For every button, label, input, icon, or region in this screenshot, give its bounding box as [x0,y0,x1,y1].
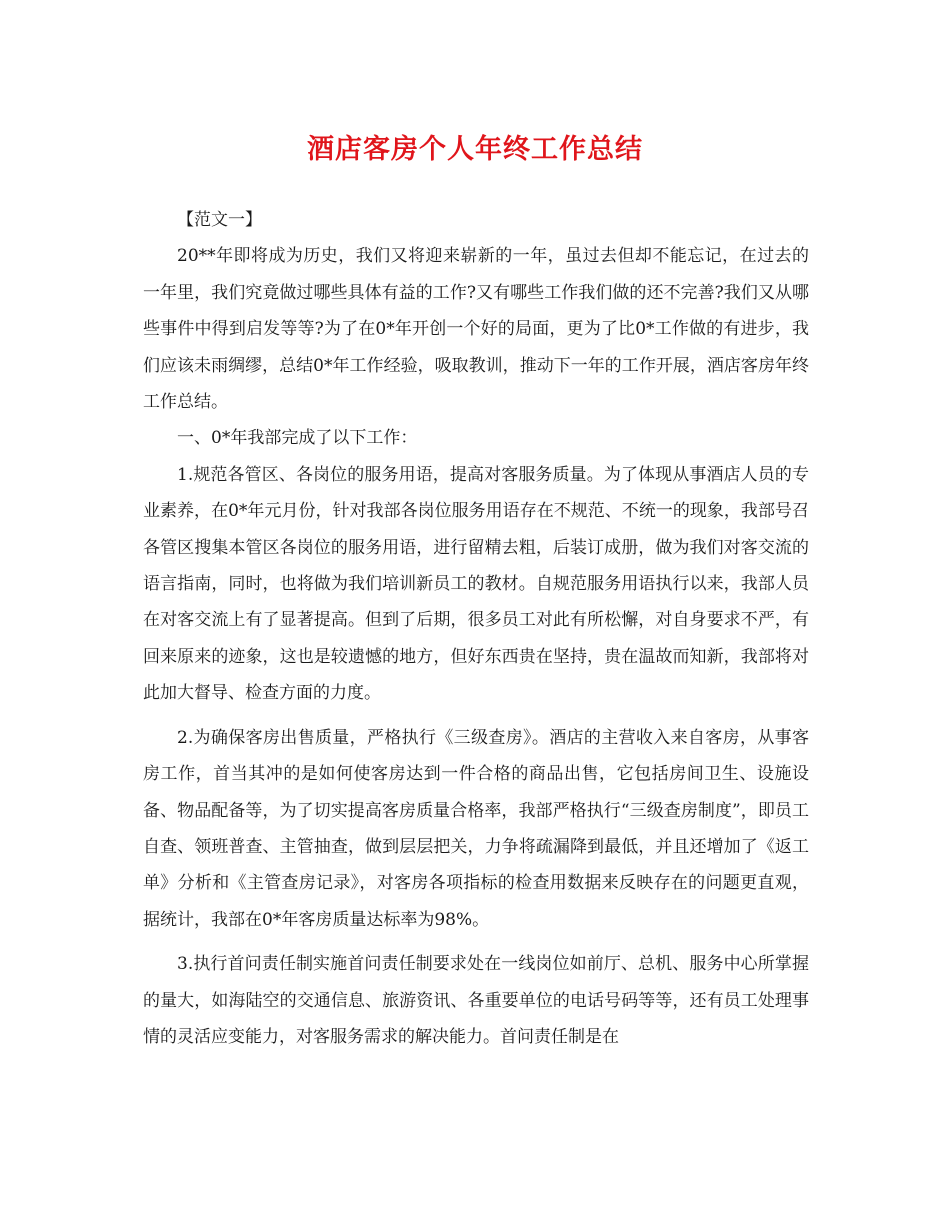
document-title: 酒店客房个人年终工作总结 [307,134,643,165]
paragraph-item-3: 3.执行首问责任制实施首问责任制要求处在一线岗位如前厅、总机、服务中心所掌握的量大，如海陆空的交通信息、旅游资讯、各重要单位的电话号码等等，还有员工处理事情的灵活应变能力，对客服务需求的解决能力。首问责任制是在 [143,954,809,1047]
paragraph-heading-1: 一、0*年我部完成了以下工作： [177,428,418,449]
section-label: 【范文一】 [177,210,262,230]
document-body [143,202,809,1055]
paragraph-item-2: 2.为确保客房出售质量，严格执行《三级查房》。酒店的主营收入来自客房，从事客房工作，首当其冲的是如何使客房达到一件合格的商品出售，它包括房间卫生、设施设备、物品配备等，为了切实提高客房质量合格率，我部严格执行“三级查房制度”，即员工自查、领班普查、主管抽查，做到层层把关，力争将疏漏降到最低，并且还增加了《返工单》分析和《主管查房记录》，对客房各项指标的检查用数据来反映存在的问题更直观，据统计，我部在0*年客房质量达标率为98%。 [143,727,809,930]
paragraph-intro: 20**年即将成为历史，我们又将迎来崭新的一年，虽过去但却不能忘记，在过去的一年里，我们究竟做过哪些具体有益的工作?又有哪些工作我们做的还不完善?我们又从哪些事件中得到启发等等?为了在0*年开创一个好的局面，更为了比0*工作做的有进步，我们应该未雨绸缪，总结0*年工作经验，吸取教训，推动下一年的工作开展，酒店客房年终工作总结。 [143,246,809,413]
paragraph-item-1: 1.规范各管区、各岗位的服务用语，提高对客服务质量。为了体现从事酒店人员的专业素养，在0*年元月份，针对我部各岗位服务用语存在不规范、不统一的现象，我部号召各管区搜集本管区各岗位的服务用语，进行留精去粗，后装订成册，做为我们对客交流的语言指南，同时，也将做为我们培训新员工的教材。自规范服务用语执行以来，我部人员在对客交流上有了显著提高。但到了后期，很多员工对此有所松懈，对自身要求不严，有回来原来的迹象，这也是较遗憾的地方，但好东西贵在坚持，贵在温故而知新，我部将对此加大督导、检查方面的力度。 [143,464,809,704]
